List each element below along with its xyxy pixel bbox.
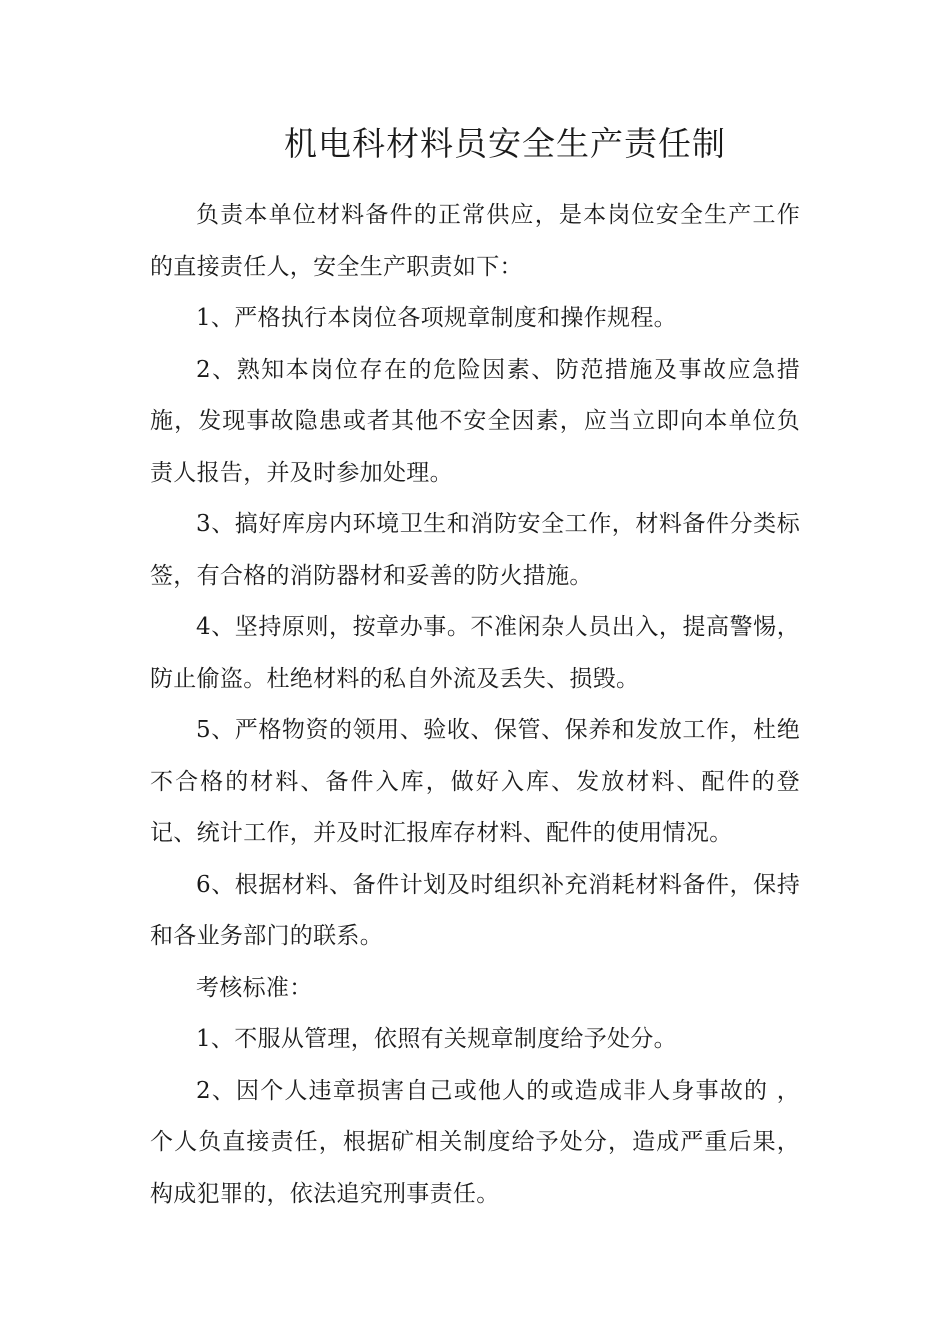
document-title: 机电科材料员安全生产责任制 bbox=[284, 124, 726, 163]
assessment-item-1: 1、不服从管理，依照有关规章制度给予处分。 bbox=[196, 1026, 677, 1052]
duty-item-1: 1、严格执行本岗位各项规章制度和操作规程。 bbox=[196, 305, 677, 331]
duty-item-3: 3、搞好库房内环境卫生和消防安全工作，材料备件分类标签，有合格的消防器材和妥善的防火措施。 bbox=[150, 511, 800, 589]
duty-item-2: 2、熟知本岗位存在的危险因素、防范措施及事故应急措施，发现事故隐患或者其他不安全因素，应当立即向本单位负责人报告，并及时参加处理。 bbox=[150, 356, 800, 486]
duty-item-6: 6、根据材料、备件计划及时组织补充消耗材料备件，保持和各业务部门的联系。 bbox=[150, 871, 800, 949]
duty-item-4: 4、坚持原则，按章办事。不准闲杂人员出入，提高警惕，防止偷盗。杜绝材料的私自外流及丢失、损毁。 bbox=[150, 614, 800, 692]
assessment-item-2: 2、因个人违章损害自己或他人的或造成非人身事故的 ，个人负直接责任，根据矿相关制度给予处分，造成严重后果，构成犯罪的，依法追究刑事责任。 bbox=[150, 1077, 800, 1207]
intro-paragraph: 负责本单位材料备件的正常供应，是本岗位安全生产工作的直接责任人，安全生产职责如下： bbox=[150, 202, 800, 280]
assessment-heading: 考核标准： bbox=[196, 974, 313, 1001]
document-body bbox=[150, 190, 800, 1220]
duty-item-5: 5、严格物资的领用、验收、保管、保养和发放工作，杜绝不合格的材料、备件入库，做好入库、发放材料、配件的登记、统计工作，并及时汇报库存材料、配件的使用情况。 bbox=[150, 717, 800, 846]
